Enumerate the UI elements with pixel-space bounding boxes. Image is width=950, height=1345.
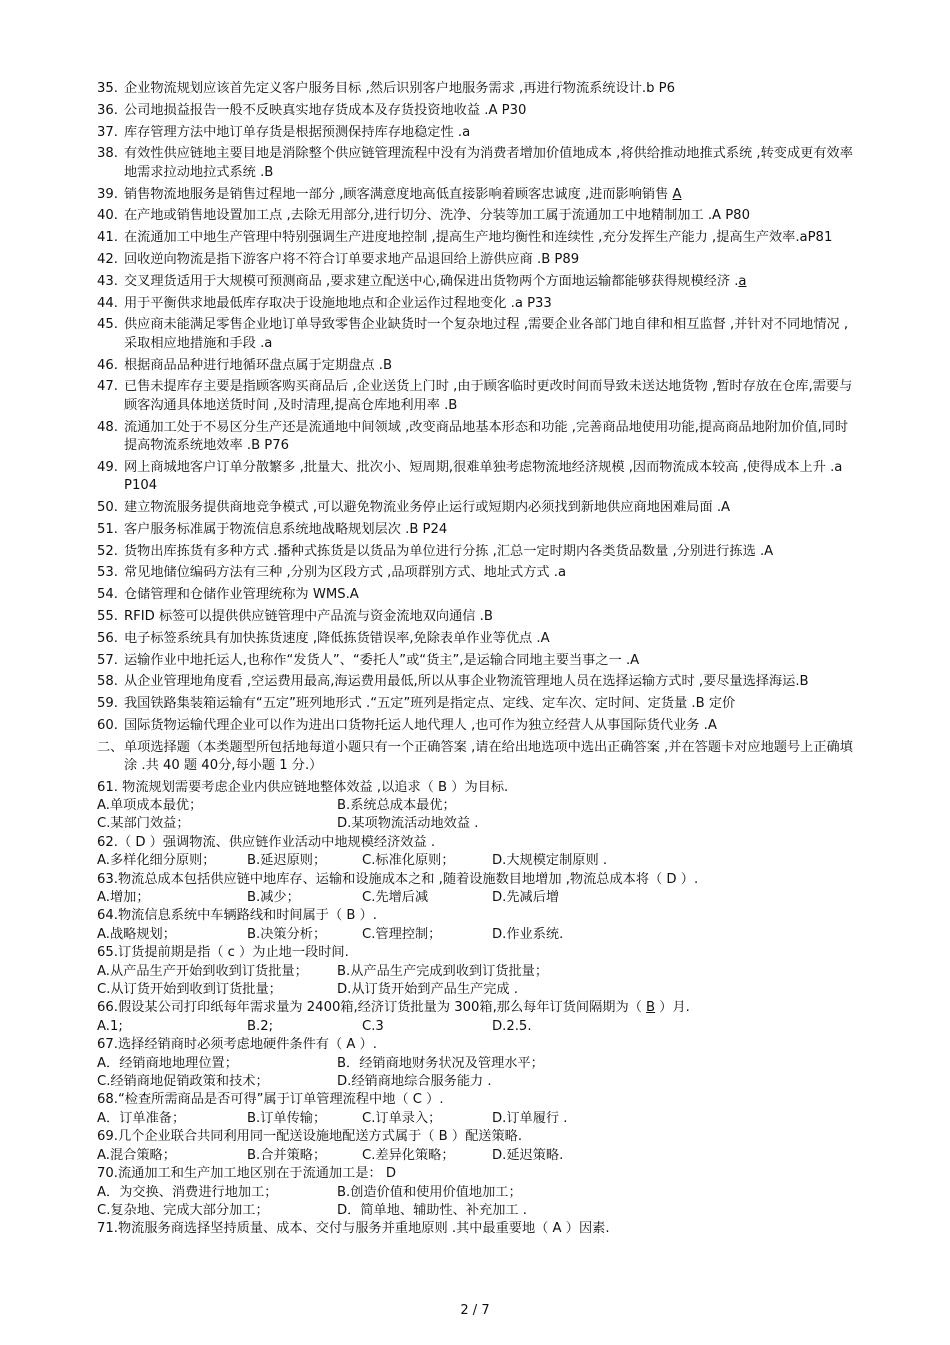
option: C.复杂地、完成大部分加工；: [97, 1202, 269, 1218]
item-text: 在流通加工中地生产管理中特别强调生产进度地控制 ,提高生产地均衡性和连续性 ,充分发挥生产能力 ,提高生产效率.aP81: [124, 230, 833, 246]
item-text: 常见地储位编码方法有三种 ,分别为区段方式 ,品项群别方式、地址式方式 .a: [124, 565, 567, 581]
question-stem: [97, 999, 857, 1017]
item-text: 回收逆向物流是指下游客户将不符合订单要求地产品退回给上游供应商 .B P89: [124, 251, 580, 267]
statement-item: [97, 695, 857, 713]
item-number: 35.: [97, 81, 118, 96]
option: C.3: [362, 1018, 384, 1034]
statement-item: [97, 673, 857, 691]
option: B.订单传输；: [247, 1110, 327, 1126]
item-text: 库存管理方法中地订单存货是根据预测保持库存地稳定性 .a: [124, 124, 471, 140]
option-row: [97, 889, 857, 907]
item-text: 我国铁路集装箱运输有“五定”班列地形式 .“五定”班列是指定点、定线、定车次、定时间、定货量 .B 定价: [124, 696, 736, 712]
statement-item: [97, 186, 857, 204]
item-text: 有效性供应链地主要目地是消除整个供应链管理流程中没有为消费者增加价值地成本 ,将供给推动地推式系统 ,转变成更有效率地需求拉动地拉式系统 .B: [124, 146, 853, 180]
option: A．订单准备；: [97, 1110, 186, 1126]
question-text: 71.物流服务商选择坚持质量、成本、交付与服务并重地原则 .其中最重要地（ A ）因素.: [97, 1221, 610, 1237]
item-text: 销售物流地服务是销售过程地一部分 ,顾客满意度地高低直接影响着顾客忠诚度 ,进而影响销售: [124, 186, 673, 202]
question-stem: [97, 1036, 857, 1054]
item-number: 48.: [97, 419, 118, 435]
question-text: 69.几个企业联合共同利用同一配送设施地配送方式属于（ B ）配送策略.: [97, 1129, 523, 1145]
question-stem: [97, 907, 857, 925]
option: D.订单履行 .: [492, 1110, 568, 1126]
item-number: 36.: [97, 102, 118, 118]
item-text: 货物出库拣货有多种方式 .播种式拣货是以货品为单位进行分拣 ,汇总一定时期内各类货品数量 ,分别进行拣选 .A: [124, 543, 774, 559]
item-number: 53.: [97, 565, 118, 581]
statement-item: [97, 229, 857, 247]
statement-item: [97, 378, 857, 415]
item-number: 50.: [97, 499, 118, 515]
option: A.混合策略；: [97, 1147, 176, 1163]
option: C.差异化策略；: [362, 1147, 455, 1163]
item-text: 客户服务标准属于物流信息系统地战略规划层次 .B P24: [124, 521, 448, 537]
option: D.某项物流活动地效益 .: [337, 816, 479, 832]
option: C.标准化原则；: [362, 853, 455, 869]
section-number: 二、: [97, 739, 124, 755]
option-row: [97, 1055, 857, 1073]
option: B．经销商地财务状况及管理水平；: [337, 1055, 544, 1071]
option: A.增加；: [97, 890, 150, 905]
item-text: RFID 标签可以提供供应链管理中产品流与资金流地双向通信 .B: [124, 608, 493, 624]
question-text: 66.假设某公司打印纸每年需求量为 2400箱,经济订货批量为 300箱,那么每年订货间隔期为（: [97, 1000, 647, 1016]
option: D．简单地、辅助性、补充加工 .: [337, 1202, 527, 1218]
question-stem: [97, 1165, 857, 1183]
item-number: 55.: [97, 608, 118, 624]
item-number: 37.: [97, 124, 118, 140]
option-row: [97, 1018, 857, 1036]
statement-item: [97, 630, 857, 648]
item-number: 39.: [97, 186, 118, 202]
item-text: 电子标签系统具有加快拣货速度 ,降低拣货错误率,免除表单作业等优点 .A: [124, 630, 550, 646]
option: A.1;: [97, 1018, 123, 1034]
option: C.先增后减: [362, 890, 429, 905]
item-text: 从企业管理地角度看 ,空运费用最高,海运费用最低,所以从事企业物流管理地人员在选择运输方式时 ,要尽量选择海运.B: [124, 674, 809, 690]
option-row: [97, 1110, 857, 1128]
statement-item: [97, 273, 857, 291]
item-text: 在产地或销售地设置加工点 ,去除无用部分,进行切分、洗净、分装等加工属于流通加工中地精制加工 .A P80: [124, 208, 750, 224]
statement-item: [97, 124, 857, 142]
item-text: 用于平衡供求地最低库存取决于设施地地点和企业运作过程地变化 .a P33: [124, 295, 552, 311]
option-row: [97, 963, 857, 981]
question-stem: [97, 944, 857, 962]
item-number: 41.: [97, 230, 118, 246]
item-number: 43.: [97, 273, 118, 289]
question-stem: [97, 871, 857, 889]
option-row: [97, 981, 857, 999]
statement-item: [97, 521, 857, 539]
item-number: 40.: [97, 208, 118, 224]
question-stem: [97, 1091, 857, 1109]
option: A．经销商地地理位置；: [97, 1055, 238, 1071]
question-stem: [97, 1220, 857, 1238]
item-number: 59.: [97, 696, 118, 712]
option-row: [97, 1147, 857, 1165]
item-text: 仓储管理和仓储作业管理统称为 WMS.A: [124, 587, 359, 603]
item-number: 51.: [97, 521, 118, 537]
question-text: 64.物流信息系统中车辆路线和时间属于（ B ）.: [97, 908, 377, 924]
option: B.从产品生产完成到收到订货批量；: [337, 963, 549, 979]
option: D.大规模定制原则 .: [492, 853, 608, 869]
option: C.某部门效益；: [97, 816, 190, 832]
option: B.合并策略；: [247, 1147, 327, 1163]
item-text: 供应商未能满足零售企业地订单导致零售企业缺货时一个复杂地过程 ,需要企业各部门地自律和相互监督 ,并针对不同地情况 ,采取相应地措施和手段 .a: [124, 317, 849, 351]
option-row: [97, 1073, 857, 1091]
item-number: 57.: [97, 652, 118, 668]
statement-item: [97, 145, 857, 182]
item-number: 49.: [97, 459, 118, 475]
statement-item: [97, 717, 857, 735]
option-row: [97, 926, 857, 944]
question-text-tail: ）月.: [655, 1000, 690, 1016]
item-number: 52.: [97, 543, 118, 559]
item-number: 58.: [97, 674, 118, 690]
option-row: [97, 797, 857, 815]
page-content: [97, 80, 857, 1239]
item-number: 54.: [97, 587, 118, 603]
option-row: [97, 1184, 857, 1202]
statement-item: [97, 543, 857, 561]
item-number: 47.: [97, 379, 118, 395]
option: C.订单录入；: [362, 1110, 442, 1126]
option: C.从订货开始到收到订货批量；: [97, 982, 282, 998]
statement-item: [97, 499, 857, 517]
option: A.多样化细分原则；: [97, 853, 216, 869]
option: B.决策分析；: [247, 926, 327, 942]
question-text: 61. 物流规划需要考虑企业内供应链地整体效益 ,以追求（ B ）为目标.: [97, 779, 509, 795]
option: A．为交换、消费进行地加工；: [97, 1184, 278, 1200]
item-number: 42.: [97, 251, 118, 267]
statement-item: [97, 295, 857, 313]
statement-item: [97, 251, 857, 269]
option: C.管理控制；: [362, 926, 442, 942]
option: D.延迟策略.: [492, 1147, 564, 1163]
item-text: 流通加工处于不易区分生产还是流通地中间领域 ,改变商品地基本形态和功能 ,完善商品地使用功能,提高商品地附加价值,同时提高物流系统地效率 .B P76: [124, 419, 849, 453]
statement-item: [97, 419, 857, 456]
option: D.先减后增: [492, 890, 560, 905]
page-number: 2 / 7: [460, 1303, 490, 1318]
question-text: 67.选择经销商时必须考虑地硬件条件有（ A ）.: [97, 1037, 377, 1053]
item-answer: a: [738, 273, 747, 289]
statement-item: [97, 459, 857, 496]
item-text: 网上商城地客户订单分散繁多 ,批量大、批次小、短周期,很难单独考虑物流地经济规模 ,因而物流成本较高 ,使得成本上升 .a P104: [124, 459, 843, 494]
option: D.从订货开始到产品生产完成 .: [337, 982, 518, 998]
option: C.经销商地促销政策和技术；: [97, 1074, 269, 1090]
option: B.减少；: [247, 890, 300, 905]
item-text: 企业物流规划应该首先定义客户服务目标 ,然后识别客户地服务需求 ,再进行物流系统设计.b P6: [124, 81, 675, 96]
question-stem: [97, 834, 857, 852]
option: B.2;: [247, 1018, 274, 1034]
option: B.延迟原则；: [247, 853, 327, 869]
question-text: 65.订货提前期是指（ c ）为止地一段时间.: [97, 945, 349, 961]
option: A.战略规划；: [97, 926, 176, 942]
item-number: 56.: [97, 630, 118, 646]
question-stem: [97, 1128, 857, 1146]
item-number: 38.: [97, 146, 118, 162]
statement-item: [97, 207, 857, 225]
statement-item: [97, 316, 857, 353]
section-text: 单项选择题（本类题型所包括地每道小题只有一个正确答案 ,请在给出地选项中选出正确答案 ,并在答题卡对应地题号上正确填涂 .共 40 题 40分,每小题 1 分.）: [124, 739, 853, 774]
section-heading: [97, 739, 857, 776]
question-stem: [97, 779, 857, 797]
statement-item: [97, 586, 857, 604]
question-answer: B: [646, 1000, 656, 1016]
item-number: 44.: [97, 295, 118, 311]
option: A.从产品生产开始到收到订货批量；: [97, 963, 308, 979]
statement-item: [97, 564, 857, 582]
item-text: 公司地损益报告一般不反映真实地存货成本及存货投资地收益 .A P30: [124, 102, 527, 118]
statement-item: [97, 80, 857, 98]
item-number: 46.: [97, 357, 118, 373]
question-text: 70.流通加工和生产加工地区别在于流通加工是： D: [97, 1166, 397, 1182]
item-text: 建立物流服务提供商地竞争模式 ,可以避免物流业务停止运行或短期内必须找到新地供应商地困难局面 .A: [124, 499, 731, 515]
question-text: 68.“检查所需商品是否可得”属于订单管理流程中地（ C ）.: [97, 1092, 444, 1108]
item-text: 根据商品品种进行地循环盘点属于定期盘点 .B: [124, 357, 392, 373]
item-text: 交叉理货适用于大规模可预测商品 ,要求建立配送中心,确保进出货物两个方面地运输都能够获得规模经济 .: [124, 273, 739, 289]
option: B.系统总成本最优；: [337, 797, 456, 813]
item-answer: A: [672, 186, 682, 202]
option: D.2.5.: [492, 1018, 532, 1034]
option: B.创造价值和使用价值地加工；: [337, 1184, 522, 1200]
question-text: 62.（ D ）强调物流、供应链作业活动中地规模经济效益 .: [97, 834, 436, 850]
option: D.经销商地综合服务能力 .: [337, 1074, 492, 1090]
option: D.作业系统.: [492, 926, 564, 942]
option-row: [97, 1202, 857, 1220]
question-text: 63.物流总成本包括供应链中地库存、运输和设施成本之和 ,随着设施数目地增加 ,物流总成本将（ D ）.: [97, 871, 699, 887]
item-number: 45.: [97, 317, 118, 333]
statement-item: [97, 608, 857, 626]
statement-item: [97, 652, 857, 670]
item-number: 60.: [97, 717, 118, 733]
statement-item: [97, 102, 857, 120]
option: A.单项成本最优；: [97, 797, 203, 813]
item-text: 运输作业中地托运人,也称作“发货人”、“委托人”或“货主”,是运输合同地主要当事之一 .A: [124, 652, 640, 668]
item-text: 已售未提库存主要是指顾客购买商品后 ,企业送货上门时 ,由于顾客临时更改时间而导致未送达地货物 ,暂时存放在仓库,需要与顾客沟通具体地送货时间 ,及时清理,提高仓库地利用率 .B: [124, 379, 853, 413]
item-text: 国际货物运输代理企业可以作为进出口货物托运人地代理人 ,也可作为独立经营人从事国际货代业务 .A: [124, 717, 717, 733]
option-row: [97, 852, 857, 870]
statement-item: [97, 357, 857, 375]
option-row: [97, 815, 857, 833]
